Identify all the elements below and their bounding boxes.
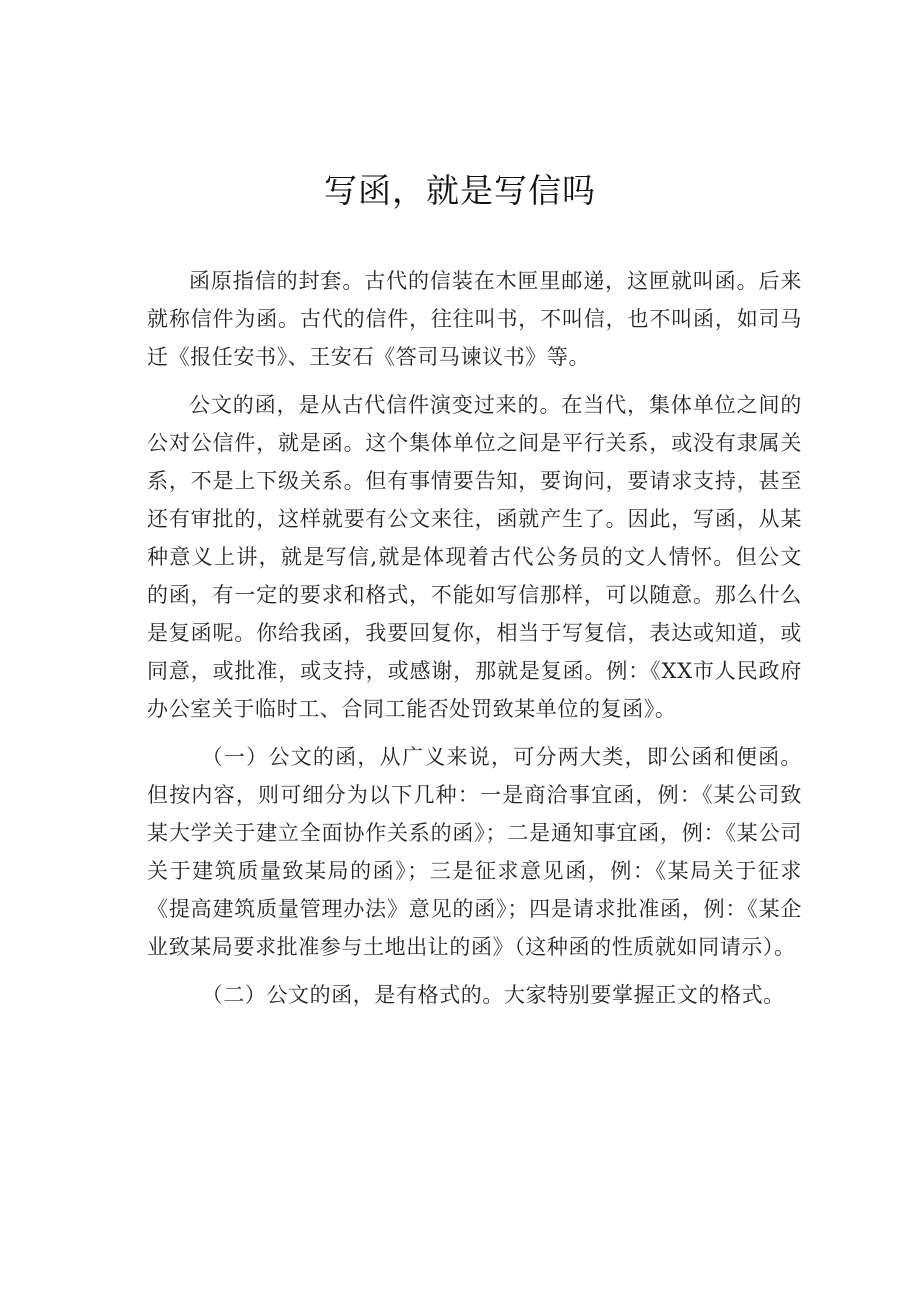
paragraph-3: （一）公文的函，从广义来说，可分两大类，即公函和便函。但按内容，则可细分为以下几种：一是商洽事宜函，例：《某公司致某大学关于建立全面协作关系的函》；二是通知事宜函，例：《某公司关于建筑质量致某局的函》；三是征求意见函，例：《某局关于征求《提高建筑质量管理办法》意见的函》；四是请求批准函，例：《某企业致某局要求批准参与土地出让的函》（这种函的性质就如同请示）。 [147,745,802,959]
paragraph-4: （二）公文的函，是有格式的。大家特别要掌握正文的格式。 [201,983,785,1007]
paragraph-2: 公文的函，是从古代信件演变过来的。在当代，集体单位之间的公对公信件，就是函。这个集体单位之间是平行关系，或没有隶属关系，不是上下级关系。但有事情要告知，要询问，要请求支持，甚至还有审批的，这样就要有公文来往，函就产生了。因此，写函，从某种意义上讲，就是写信,就是体现着古代公务员的文人情怀。但公文的函，有一定的要求和格式，不能如写信那样，可以随意。那么什么是复函呢。你给我函，我要回复你，相当于写复信，表达或知道，或同意，或批准，或支持，或感谢，那就是复函。例：《XX市人民政府办公室关于临时工、合同工能否处罚致某单位的复函》。 [147,393,802,721]
document-body [147,262,802,1024]
document-title: 写函，就是写信吗 [324,171,596,210]
paragraph-1: 函原指信的封套。古代的信装在木匣里邮递，这匣就叫函。后来就称信件为函。古代的信件，往往叫书，不叫信，也不叫函，如司马迁《报任安书》、王安石《答司马谏议书》等。 [147,269,802,369]
